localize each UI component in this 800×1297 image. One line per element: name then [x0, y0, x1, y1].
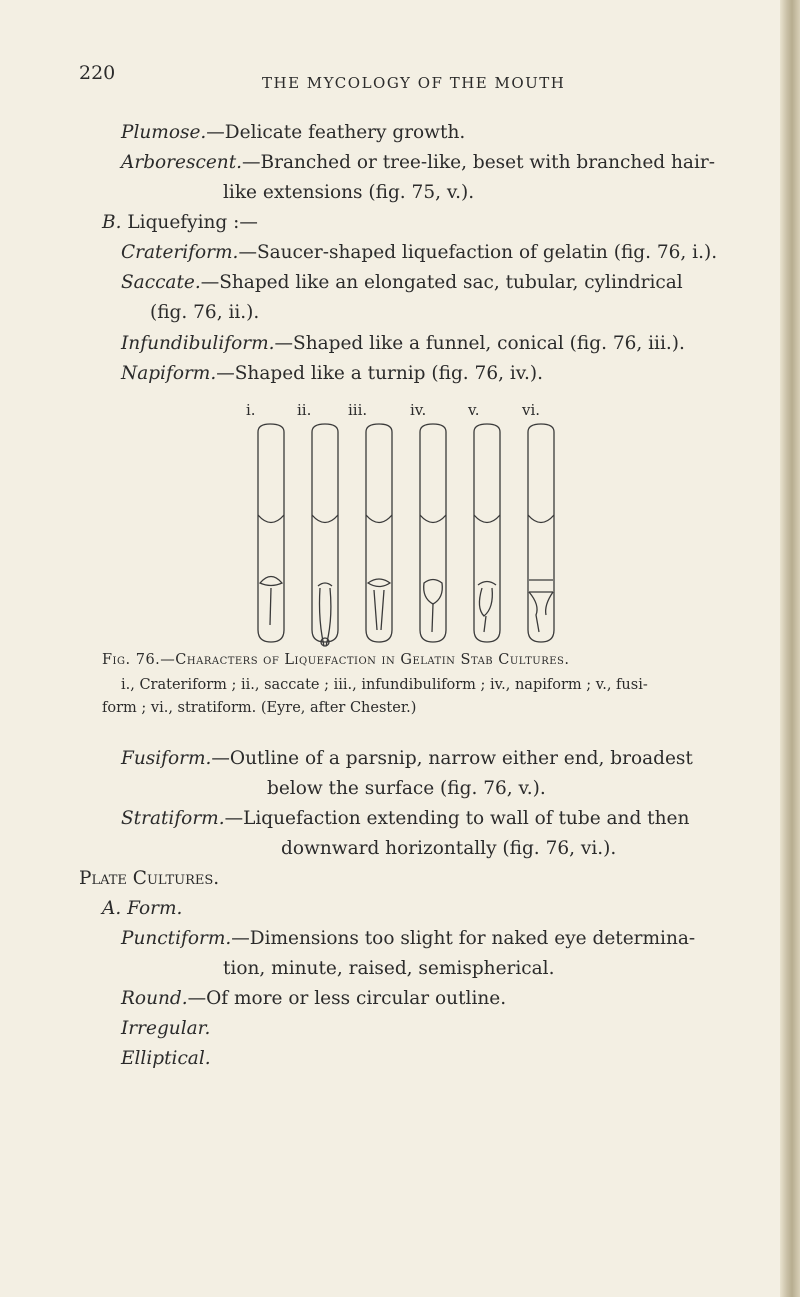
entry-saccate — [121, 272, 683, 293]
entry-punctiform-cont: tion, minute, raised, semispherical. — [223, 958, 555, 979]
running-head: THE MYCOLOGY OF THE MOUTH — [262, 74, 566, 92]
entry-irregular — [121, 1018, 210, 1039]
entry-term: Stratiform. — [121, 808, 225, 829]
entry-text: —Shaped like a funnel, conical (fig. 76, iii.). — [274, 333, 685, 354]
tube-iii — [366, 424, 392, 642]
entry-infundibuliform — [121, 333, 685, 354]
tube-vi — [528, 424, 554, 642]
section-a-form — [102, 898, 182, 919]
entry-stratiform — [121, 808, 689, 829]
tube-label-ii: ii. — [297, 401, 312, 419]
tube-label-iii: iii. — [348, 401, 368, 419]
entry-text: —Branched or tree-like, beset with branched hair- — [242, 152, 715, 173]
entry-term: Round. — [121, 988, 188, 1009]
entry-arborescent-cont: like extensions (fig. 75, v.). — [223, 182, 475, 203]
entry-text: —Saucer-shaped liquefaction of gelatin (fig. 76, i.). — [238, 242, 718, 263]
tube-i — [258, 424, 284, 642]
section-label: Form. — [127, 898, 183, 919]
entry-text: —Shaped like an elongated sac, tubular, cylindrical — [200, 272, 683, 293]
tube-ii — [312, 424, 338, 646]
tube-label-v: v. — [468, 401, 480, 419]
entry-fusiform — [121, 748, 693, 769]
section-plate-cultures: Plate Cultures. — [79, 868, 220, 889]
entry-round — [121, 988, 506, 1009]
entry-text: —Liquefaction extending to wall of tube and then — [224, 808, 690, 829]
entry-term: Fusiform. — [121, 748, 212, 769]
entry-text: —Dimensions too slight for naked eye determina- — [231, 928, 696, 949]
tube-figure — [240, 420, 560, 650]
tube-label-vi: vi. — [522, 401, 541, 419]
entry-text: —Of more or less circular outline. — [187, 988, 507, 1009]
section-b — [102, 212, 258, 233]
page-number: 220 — [79, 62, 116, 84]
section-letter: A. — [102, 898, 122, 919]
entry-term: Arborescent. — [121, 152, 243, 173]
entry-text: —Outline of a parsnip, narrow either end, broadest — [211, 748, 693, 769]
entry-term: Elliptical. — [121, 1048, 211, 1069]
entry-text: —Shaped like a turnip (fig. 76, iv.). — [216, 363, 544, 384]
entry-stratiform-cont: downward horizontally (fig. 76, vi.). — [281, 838, 617, 859]
entry-plumose — [121, 122, 465, 143]
entry-term: Crateriform. — [121, 242, 239, 263]
tube-v — [474, 424, 500, 642]
figure-caption-title: Fig. 76.—Characters of Liquefaction in Gelatin Stab Cultures. — [102, 652, 570, 668]
entry-napiform — [121, 363, 543, 384]
entry-term: Irregular. — [121, 1018, 211, 1039]
entry-term: Napiform. — [121, 363, 217, 384]
entry-elliptical — [121, 1048, 211, 1069]
section-letter: B. — [102, 212, 122, 233]
entry-term: Infundibuliform. — [121, 333, 275, 354]
tube-iv — [420, 424, 446, 642]
entry-saccate-cont: (fig. 76, ii.). — [150, 302, 260, 323]
section-label: Liquefying :— — [121, 212, 258, 233]
entry-text: —Delicate feathery growth. — [206, 122, 466, 143]
entry-term: Saccate. — [121, 272, 201, 293]
figure-caption-line: form ; vi., stratiform. (Eyre, after Chester.) — [102, 700, 417, 716]
page-edge-shadow — [780, 0, 800, 1297]
entry-punctiform — [121, 928, 695, 949]
figure-caption-line: i., Crateriform ; ii., saccate ; iii., infundibuliform ; iv., napiform ; v., fusi- — [121, 677, 648, 693]
tube-label-iv: iv. — [410, 401, 427, 419]
entry-fusiform-cont: below the surface (fig. 76, v.). — [267, 778, 546, 799]
entry-crateriform — [121, 242, 717, 263]
entry-term: Plumose. — [121, 122, 207, 143]
entry-term: Punctiform. — [121, 928, 232, 949]
tube-label-i: i. — [246, 401, 256, 419]
entry-arborescent — [121, 152, 715, 173]
